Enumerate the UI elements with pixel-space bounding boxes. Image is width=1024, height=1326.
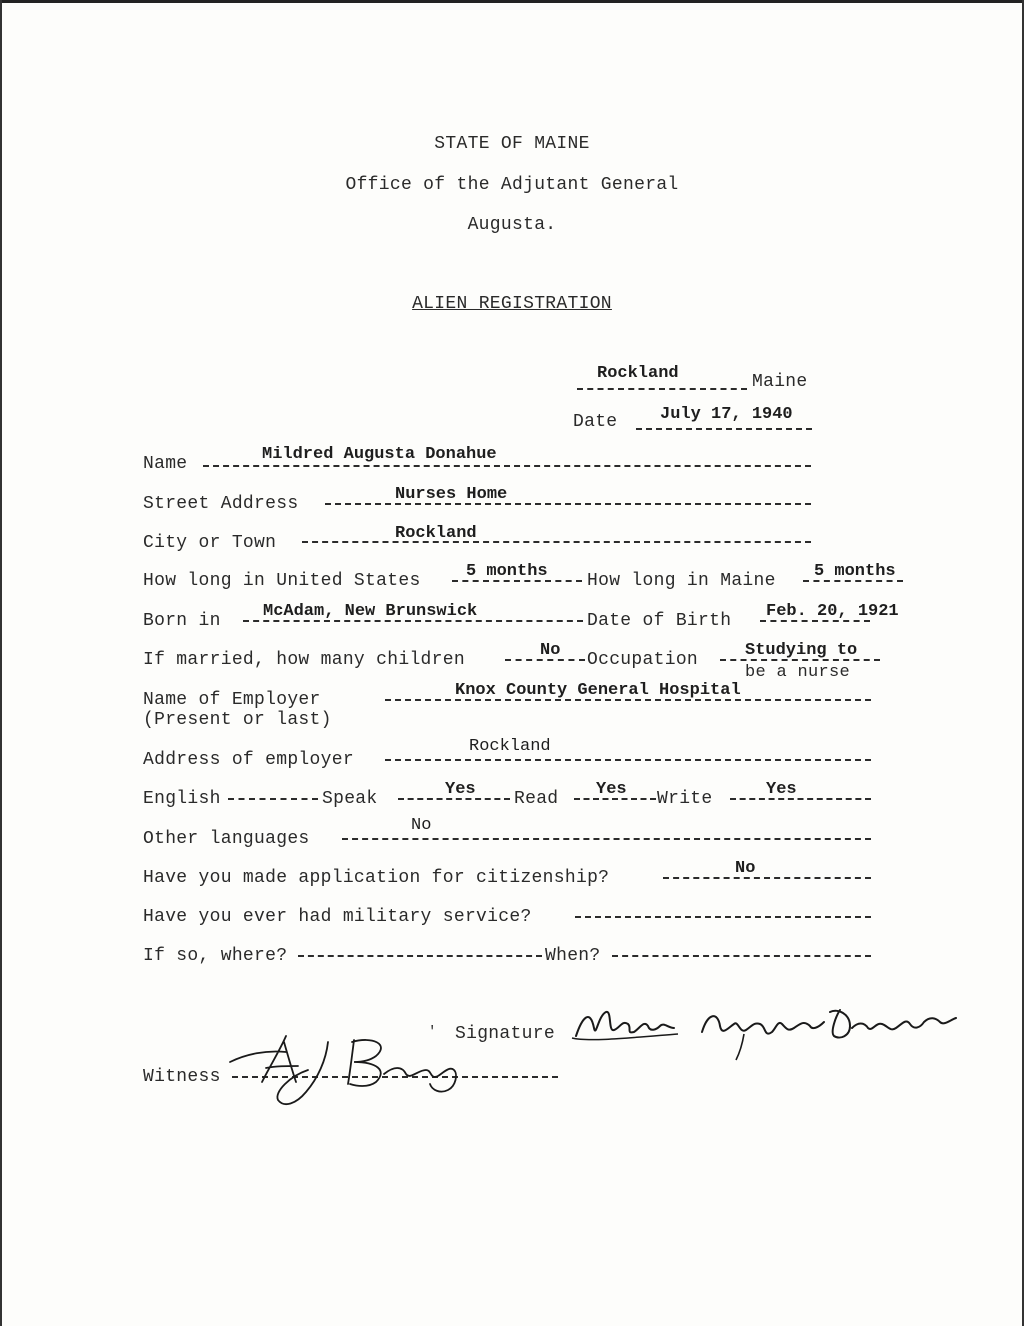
how-long-maine-label: How long in Maine [587,571,776,591]
date-label: Date [573,412,618,432]
employer-address-value: Rockland [469,737,551,756]
witness-handwriting [226,1026,466,1110]
employer-address-line [385,759,871,761]
office-heading: Office of the Adjutant General [345,175,679,195]
dob-label: Date of Birth [587,611,732,631]
city-line [302,541,811,543]
other-lang-value: No [411,816,432,835]
date-value: July 17, 1940 [660,405,793,424]
state-heading: STATE OF MAINE [434,134,590,154]
town-line [577,388,747,390]
write-line [730,798,871,800]
born-value: McAdam, New Brunswick [263,602,478,621]
write-value: Yes [766,780,797,799]
english-label: English [143,789,221,809]
scan-border-left [0,0,2,1326]
dob-value: Feb. 20, 1921 [766,602,899,621]
write-label: Write [657,789,713,809]
military-label: Have you ever had military service? [143,907,532,927]
occupation-label: Occupation [587,650,699,670]
state-label: Maine [752,372,808,392]
speak-value: Yes [445,780,476,799]
read-label: Read [514,789,559,809]
city-label: City or Town [143,533,277,553]
married-value: No [540,641,561,660]
citizenship-line [663,877,871,879]
witness-label: Witness [143,1067,221,1087]
military-line [575,916,871,918]
how-long-us-value: 5 months [466,562,548,581]
tick-mark: ' [428,1024,437,1040]
name-value: Mildred Augusta Donahue [262,445,497,464]
citizenship-label: Have you made application for citizenship? [143,868,610,888]
when-line [612,955,871,957]
town-value: Rockland [597,364,679,383]
how-long-us-label: How long in United States [143,571,421,591]
employer-value: Knox County General Hospital [455,681,741,700]
street-value: Nurses Home [395,485,508,504]
date-line [636,428,812,430]
form-title: ALIEN REGISTRATION [412,294,612,314]
city-heading: Augusta. [467,215,557,235]
name-label: Name [143,454,188,474]
signature-label: Signature [455,1024,555,1044]
employer-label: Name of Employer [143,690,321,710]
name-line [203,465,811,467]
when-label: When? [545,946,601,966]
street-label: Street Address [143,494,299,514]
how-long-maine-value: 5 months [814,562,896,581]
other-lang-line [342,838,871,840]
occupation-value-2: be a nurse [745,663,851,682]
where-line [298,955,542,957]
born-label: Born in [143,611,221,631]
employer-sublabel: (Present or last) [143,710,332,730]
where-label: If so, where? [143,946,288,966]
signature-handwriting [568,998,958,1062]
occupation-value: Studying to [745,641,858,660]
speak-label: Speak [322,789,378,809]
read-value: Yes [596,780,627,799]
city-value: Rockland [395,524,477,543]
other-lang-label: Other languages [143,829,310,849]
employer-address-label: Address of employer [143,750,354,770]
citizenship-value: No [735,859,756,878]
scan-border-top [0,0,1024,3]
married-label: If married, how many children [143,650,465,670]
english-line [228,798,318,800]
